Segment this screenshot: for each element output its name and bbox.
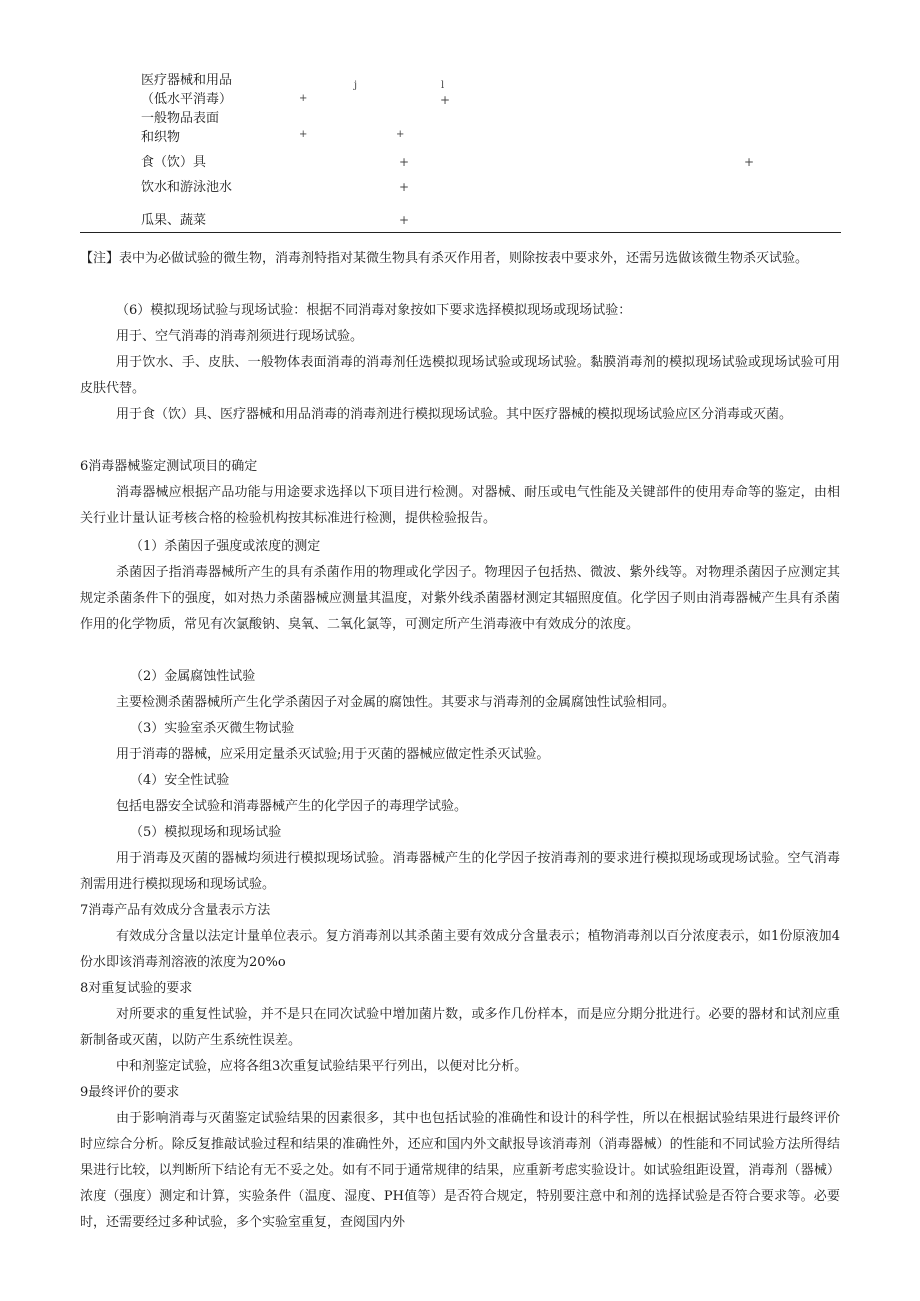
section-heading: 6消毒器械鉴定测试项目的确定 <box>80 459 258 474</box>
table-mark: + <box>744 155 755 169</box>
row-label: 一般物品表面 <box>141 111 220 126</box>
item-title: （2）金属腐蚀性试验 <box>130 669 256 684</box>
section-heading: 8对重复试验的要求 <box>80 981 193 996</box>
paragraph: 用于消毒及灭菌的器械均须进行模拟现场试验。消毒器械产生的化学因子按消毒剂的要求进行模拟现场或现场试验。空气消毒剂需用进行模拟现场和现场试验。 <box>80 851 840 892</box>
table-mark: + <box>440 93 451 107</box>
table-mark: + <box>399 180 410 194</box>
paragraph: 消毒器械应根据产品功能与用途要求选择以下项目进行检测。对器械、耐压或电气性能及关键部件的使用寿命等的鉴定，由相关行业计量认证考核合格的检验机构按其标准进行检测，提供检验报告。 <box>80 485 840 526</box>
paragraph: 用于、空气消毒的消毒剂须进行现场试验。 <box>116 329 364 344</box>
paragraph: 中和剂鉴定试验，应将各组3次重复试验结果平行列出，以便对比分析。 <box>116 1059 528 1074</box>
paragraph: 由于影响消毒与灭菌鉴定试验结果的因素很多，其中也包括试验的准确性和设计的科学性，所以在根据试验结果进行最终评价时应综合分析。除反复推敲试验过程和结果的准确性外，还应和国内外文献报导该消毒剂（消毒器械）的性能和不同试验方法所得结果进行比较，以判断所下结论有无不妥之处。如有不同于通常规律的结果，应重新考虑实验设计。如试验组距设置，消毒剂（器械）浓度（强度）测定和计算，实验条件（温度、湿度、PH值等）是否符合规定，特别要注意中和剂的选择试验是否符合要求等。必要时，还需要经过多种试验，多个实验室重复，查阅国内外 <box>80 1111 840 1230</box>
row-label: 和织物 <box>141 130 181 145</box>
paragraph: 用于食（饮）具、医疗器械和用品消毒的消毒剂进行模拟现场试验。其中医疗器械的模拟现场试验应区分消毒或灭菌。 <box>116 407 793 422</box>
table-mark: + <box>299 93 308 104</box>
paragraph: 对所要求的重复性试验，并不是只在同次试验中增加菌片数，或多作几份样本，而是应分期分批进行。必要的器材和试剂应重新制备或灭菌，以防产生系统性误差。 <box>80 1007 840 1048</box>
table-mark: + <box>299 129 308 140</box>
table-note: 【注】表中为必做试验的微生物，消毒剂特指对某微生物具有杀灭作用者，则除按表中要求外，还需另选做该微生物杀灭试验。 <box>80 251 809 266</box>
item-title: （4）安全性试验 <box>130 773 230 788</box>
row-label: 瓜果、蔬菜 <box>141 213 207 228</box>
paragraph: （6）模拟现场试验与现场试验：根据不同消毒对象按如下要求选择模拟现场或现场试验： <box>116 303 632 318</box>
section-heading: 7消毒产品有效成分含量表示方法 <box>80 903 271 918</box>
item-title: （1）杀菌因子强度或浓度的测定 <box>130 539 321 554</box>
table-mark: + <box>399 213 410 227</box>
row-label: （低水平消毒） <box>141 92 233 107</box>
row-label: 饮水和游泳池水 <box>141 180 233 195</box>
table-mark: + <box>399 155 410 169</box>
table-mark: + <box>396 129 405 140</box>
paragraph: 主要检测杀菌器械所产生化学杀菌因子对金属的腐蚀性。其要求与消毒剂的金属腐蚀性试验相同。 <box>116 695 676 710</box>
table-mark: l <box>441 80 445 91</box>
paragraph: 用于饮水、手、皮肤、一般物体表面消毒的消毒剂任选模拟现场试验或现场试验。黏膜消毒剂的模拟现场试验或现场试验可用皮肤代替。 <box>80 355 840 396</box>
paragraph: 用于消毒的器械，应采用定量杀灭试验;用于灭菌的器械应做定性杀灭试验。 <box>116 747 550 762</box>
table-mark: j <box>354 80 358 91</box>
row-label: 医疗器械和用品 <box>141 73 233 88</box>
paragraph: 有效成分含量以法定计量单位表示。复方消毒剂以其杀菌主要有效成分含量表示；植物消毒剂以百分浓度表示，如1份原液加4份水即该消毒剂溶液的浓度为20%o <box>80 929 840 970</box>
row-label: 食（饮）具 <box>141 155 207 170</box>
section-heading: 9最终评价的要求 <box>80 1085 180 1100</box>
paragraph: 杀菌因子指消毒器械所产生的具有杀菌作用的物理或化学因子。物理因子包括热、微波、紫外线等。对物理杀菌因子应测定其规定杀菌条件下的强度，如对热力杀菌器械应测量其温度，对紫外线杀菌器材测定其辐照度值。化学因子则由消毒器械产生具有杀菌作用的化学物质，常见有次氯酸钠、臭氧、二氧化氯等，可测定所产生消毒液中有效成分的浓度。 <box>80 565 840 632</box>
paragraph: 包括电器安全试验和消毒器械产生的化学因子的毒理学试验。 <box>116 799 468 814</box>
item-title: （3）实验室杀灭微生物试验 <box>130 721 295 736</box>
item-title: （5）模拟现场和现场试验 <box>130 825 282 840</box>
table-bottom-rule <box>80 232 841 233</box>
